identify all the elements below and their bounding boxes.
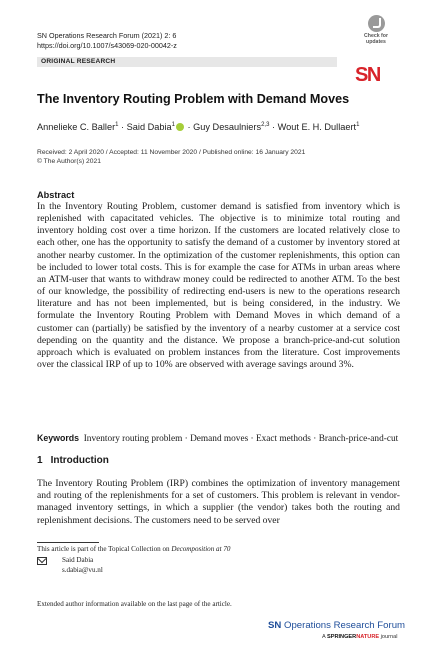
abstract-heading: Abstract [37,190,75,200]
keywords-heading: Keywords [37,433,80,443]
author-name[interactable]: Annelieke C. Baller [37,122,116,133]
section-number: 1 [37,455,43,466]
introduction-text: The Inventory Routing Problem (IRP) combines the optimization of inventory management and routing of the replenishments for a set of customers. This problem is relevant in vendor-managed inventory settings, in which a supplier (the vendor) takes both the routing and replenishment decisions. The customers need to be served over [37,478,400,526]
author-separator: · [187,122,191,133]
section-label: ORIGINAL RESEARCH [41,58,116,65]
corresponding-author-email[interactable]: s.dabia@vu.nl [62,566,103,574]
journal-footer-name: Operations Research Forum [281,620,406,631]
publisher-tagline [322,634,397,641]
author-name[interactable]: Guy Desaulniers [193,122,262,133]
keywords: Keywords Inventory routing problem · Demand moves · Exact methods · Branch-price-and-cut [37,433,399,444]
keyword: Exact methods [255,434,311,444]
orcid-icon[interactable] [176,123,184,131]
topical-note-prefix: This article is part of the Topical Collection on [37,545,172,553]
check-updates-icon [368,15,385,32]
author-affiliation: 1 [356,122,360,128]
topical-collection-note [37,545,230,554]
publisher-suffix: journal [379,634,398,640]
article-title: The Inventory Routing Problem with Demand Moves [37,92,350,106]
journal-footer-logo [268,620,405,632]
author-list [37,119,359,133]
section-title: Introduction [50,455,109,466]
doi-link[interactable]: https://doi.org/10.1007/s43069-020-00042-z [37,41,177,50]
journal-citation: SN Operations Research Forum (2021) 2: 6 [37,31,177,40]
keyword: Branch-price-and-cut [318,434,399,444]
sn-logo: SN [355,64,380,86]
copyright-notice: © The Author(s) 2021 [37,158,101,165]
topical-collection-name[interactable]: Decomposition at 70 [171,545,231,553]
keyword: Demand moves [190,434,249,444]
journal-footer-prefix: SN [268,620,282,631]
author-separator: · [271,122,276,133]
extended-author-info-note: Extended author information available on the last page of the article. [37,600,232,608]
publisher-nature: NATURE [356,634,380,640]
corresponding-author-name: Said Dabia [62,556,94,564]
footnote-divider [37,542,99,543]
author-affiliation: 2,3 [261,122,270,128]
author-name[interactable]: Said Dabia [126,122,172,133]
author-name[interactable]: Wout E. H. Dullaert [277,122,357,133]
check-updates-label: Check for updates [364,33,388,45]
publisher-prefix: A [322,634,327,640]
envelope-icon [37,557,47,565]
author-affiliation: 1 [171,122,175,128]
author-affiliation: 1 [115,122,119,128]
section-heading-introduction [37,455,109,467]
author-separator: · [121,122,125,133]
abstract-text: In the Inventory Routing Problem, customer demand is satisfied from inventory which is replenished with capacitated vehicles. The objective is to minimize total routing and inventory holding cost over a time horizon. If the customers are located relatively close to each other, one has the opportunity to satisfy the demand of a customer by inventory stored at another nearby customer. In the optimization of the customer replenishments, this option can be included to lower total costs. This is for example the case for ATMs in urban areas where an ATM-user that wants to withdraw money could be redirected to another ATM. To the best of our knowledge, the possibility of redirecting end-users is new to the operations research literature and has not been implemented, but is being considered, in the industry. We formulate the Inventory Routing Problem with Demand Moves in which demand of a customer can (partially) be satisfied by the inventory of a nearby customer at a service cost depending on the quantity and the distance. We propose a branch-price-and-cut solution approach which is evaluated on problem instances from the literature. Cost improvements over the classical IRP of up to 10% are observed with average savings around 3%. [37,201,400,371]
publication-dates: Received: 2 April 2020 / Accepted: 11 November 2020 / Published online: 16 January 2021 [37,149,306,156]
publisher-brand: SPRINGER [326,634,357,640]
check-for-updates-badge[interactable] [360,15,392,53]
keyword: Inventory routing problem [83,434,183,444]
